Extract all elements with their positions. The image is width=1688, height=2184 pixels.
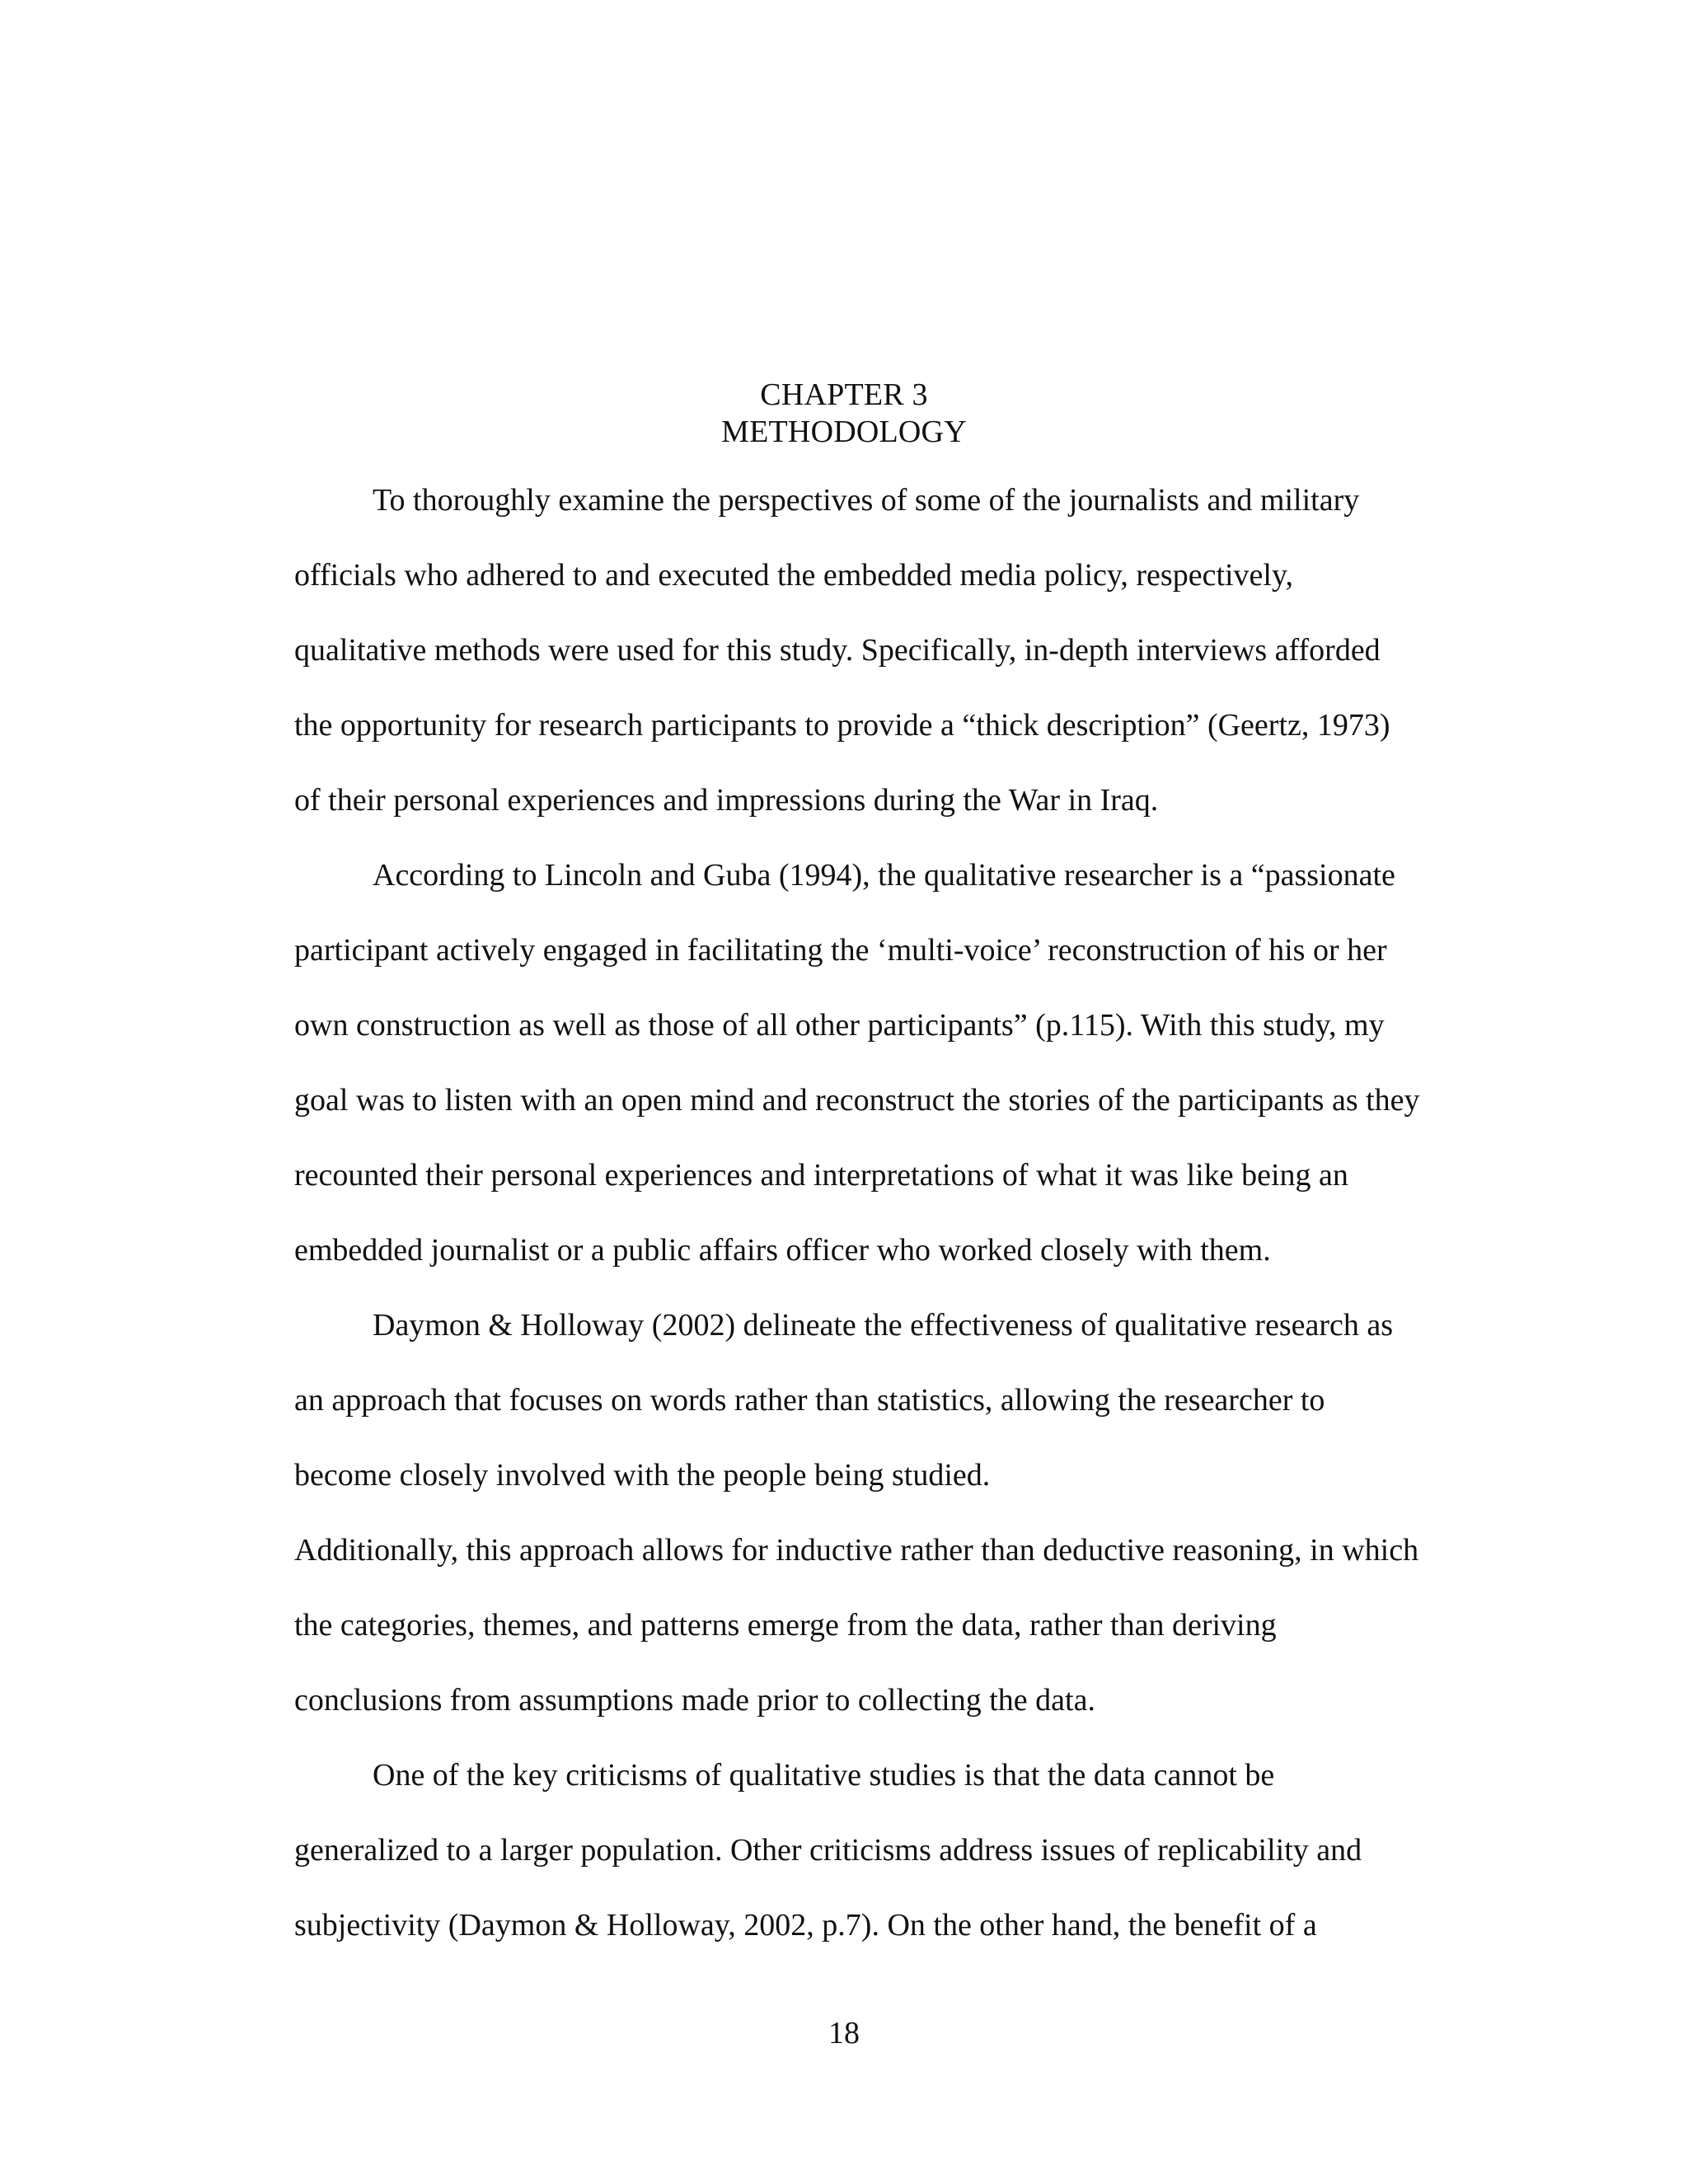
page-number: 18 bbox=[828, 2016, 860, 2050]
body-line: generalized to a larger population. Other criticisms address issues of replicability and bbox=[294, 1833, 1362, 1868]
body-line: embedded journalist or a public affairs officer who worked closely with them. bbox=[294, 1233, 1271, 1268]
body-line: the opportunity for research participants to provide a “thick description” (Geertz, 1973) bbox=[294, 708, 1390, 743]
body-line: Additionally, this approach allows for inductive rather than deductive reasoning, in which bbox=[294, 1533, 1419, 1568]
body-line: own construction as well as those of all other participants” (p.115). With this study, my bbox=[294, 1008, 1385, 1043]
body-line: participant actively engaged in facilitating the ‘multi-voice’ reconstruction of his or her bbox=[294, 933, 1387, 968]
body-line: recounted their personal experiences and interpretations of what it was like being an bbox=[294, 1158, 1348, 1193]
body-line: an approach that focuses on words rather than statistics, allowing the researcher to bbox=[294, 1383, 1325, 1418]
body-line: the categories, themes, and patterns emerge from the data, rather than deriving bbox=[294, 1608, 1277, 1643]
body-line: goal was to listen with an open mind and reconstruct the stories of the participants as they bbox=[294, 1083, 1420, 1118]
body-line: qualitative methods were used for this study. Specifically, in-depth interviews afforded bbox=[294, 633, 1381, 668]
body-line: According to Lincoln and Guba (1994), the qualitative researcher is a “passionate bbox=[373, 858, 1395, 893]
body-line: subjectivity (Daymon & Holloway, 2002, p.7). On the other hand, the benefit of a bbox=[294, 1908, 1317, 1943]
body-line: To thoroughly examine the perspectives of some of the journalists and military bbox=[373, 483, 1360, 518]
body-line: officials who adhered to and executed the embedded media policy, respectively, bbox=[294, 558, 1294, 593]
body-line: conclusions from assumptions made prior to collecting the data. bbox=[294, 1683, 1095, 1718]
body-line: One of the key criticisms of qualitative studies is that the data cannot be bbox=[373, 1758, 1275, 1793]
body-line: become closely involved with the people being studied. bbox=[294, 1458, 991, 1493]
chapter-title: METHODOLOGY bbox=[721, 415, 967, 449]
body-line: of their personal experiences and impressions during the War in Iraq. bbox=[294, 783, 1159, 818]
chapter-label: CHAPTER 3 bbox=[760, 377, 928, 412]
body-line: Daymon & Holloway (2002) delineate the effectiveness of qualitative research as bbox=[373, 1308, 1394, 1343]
